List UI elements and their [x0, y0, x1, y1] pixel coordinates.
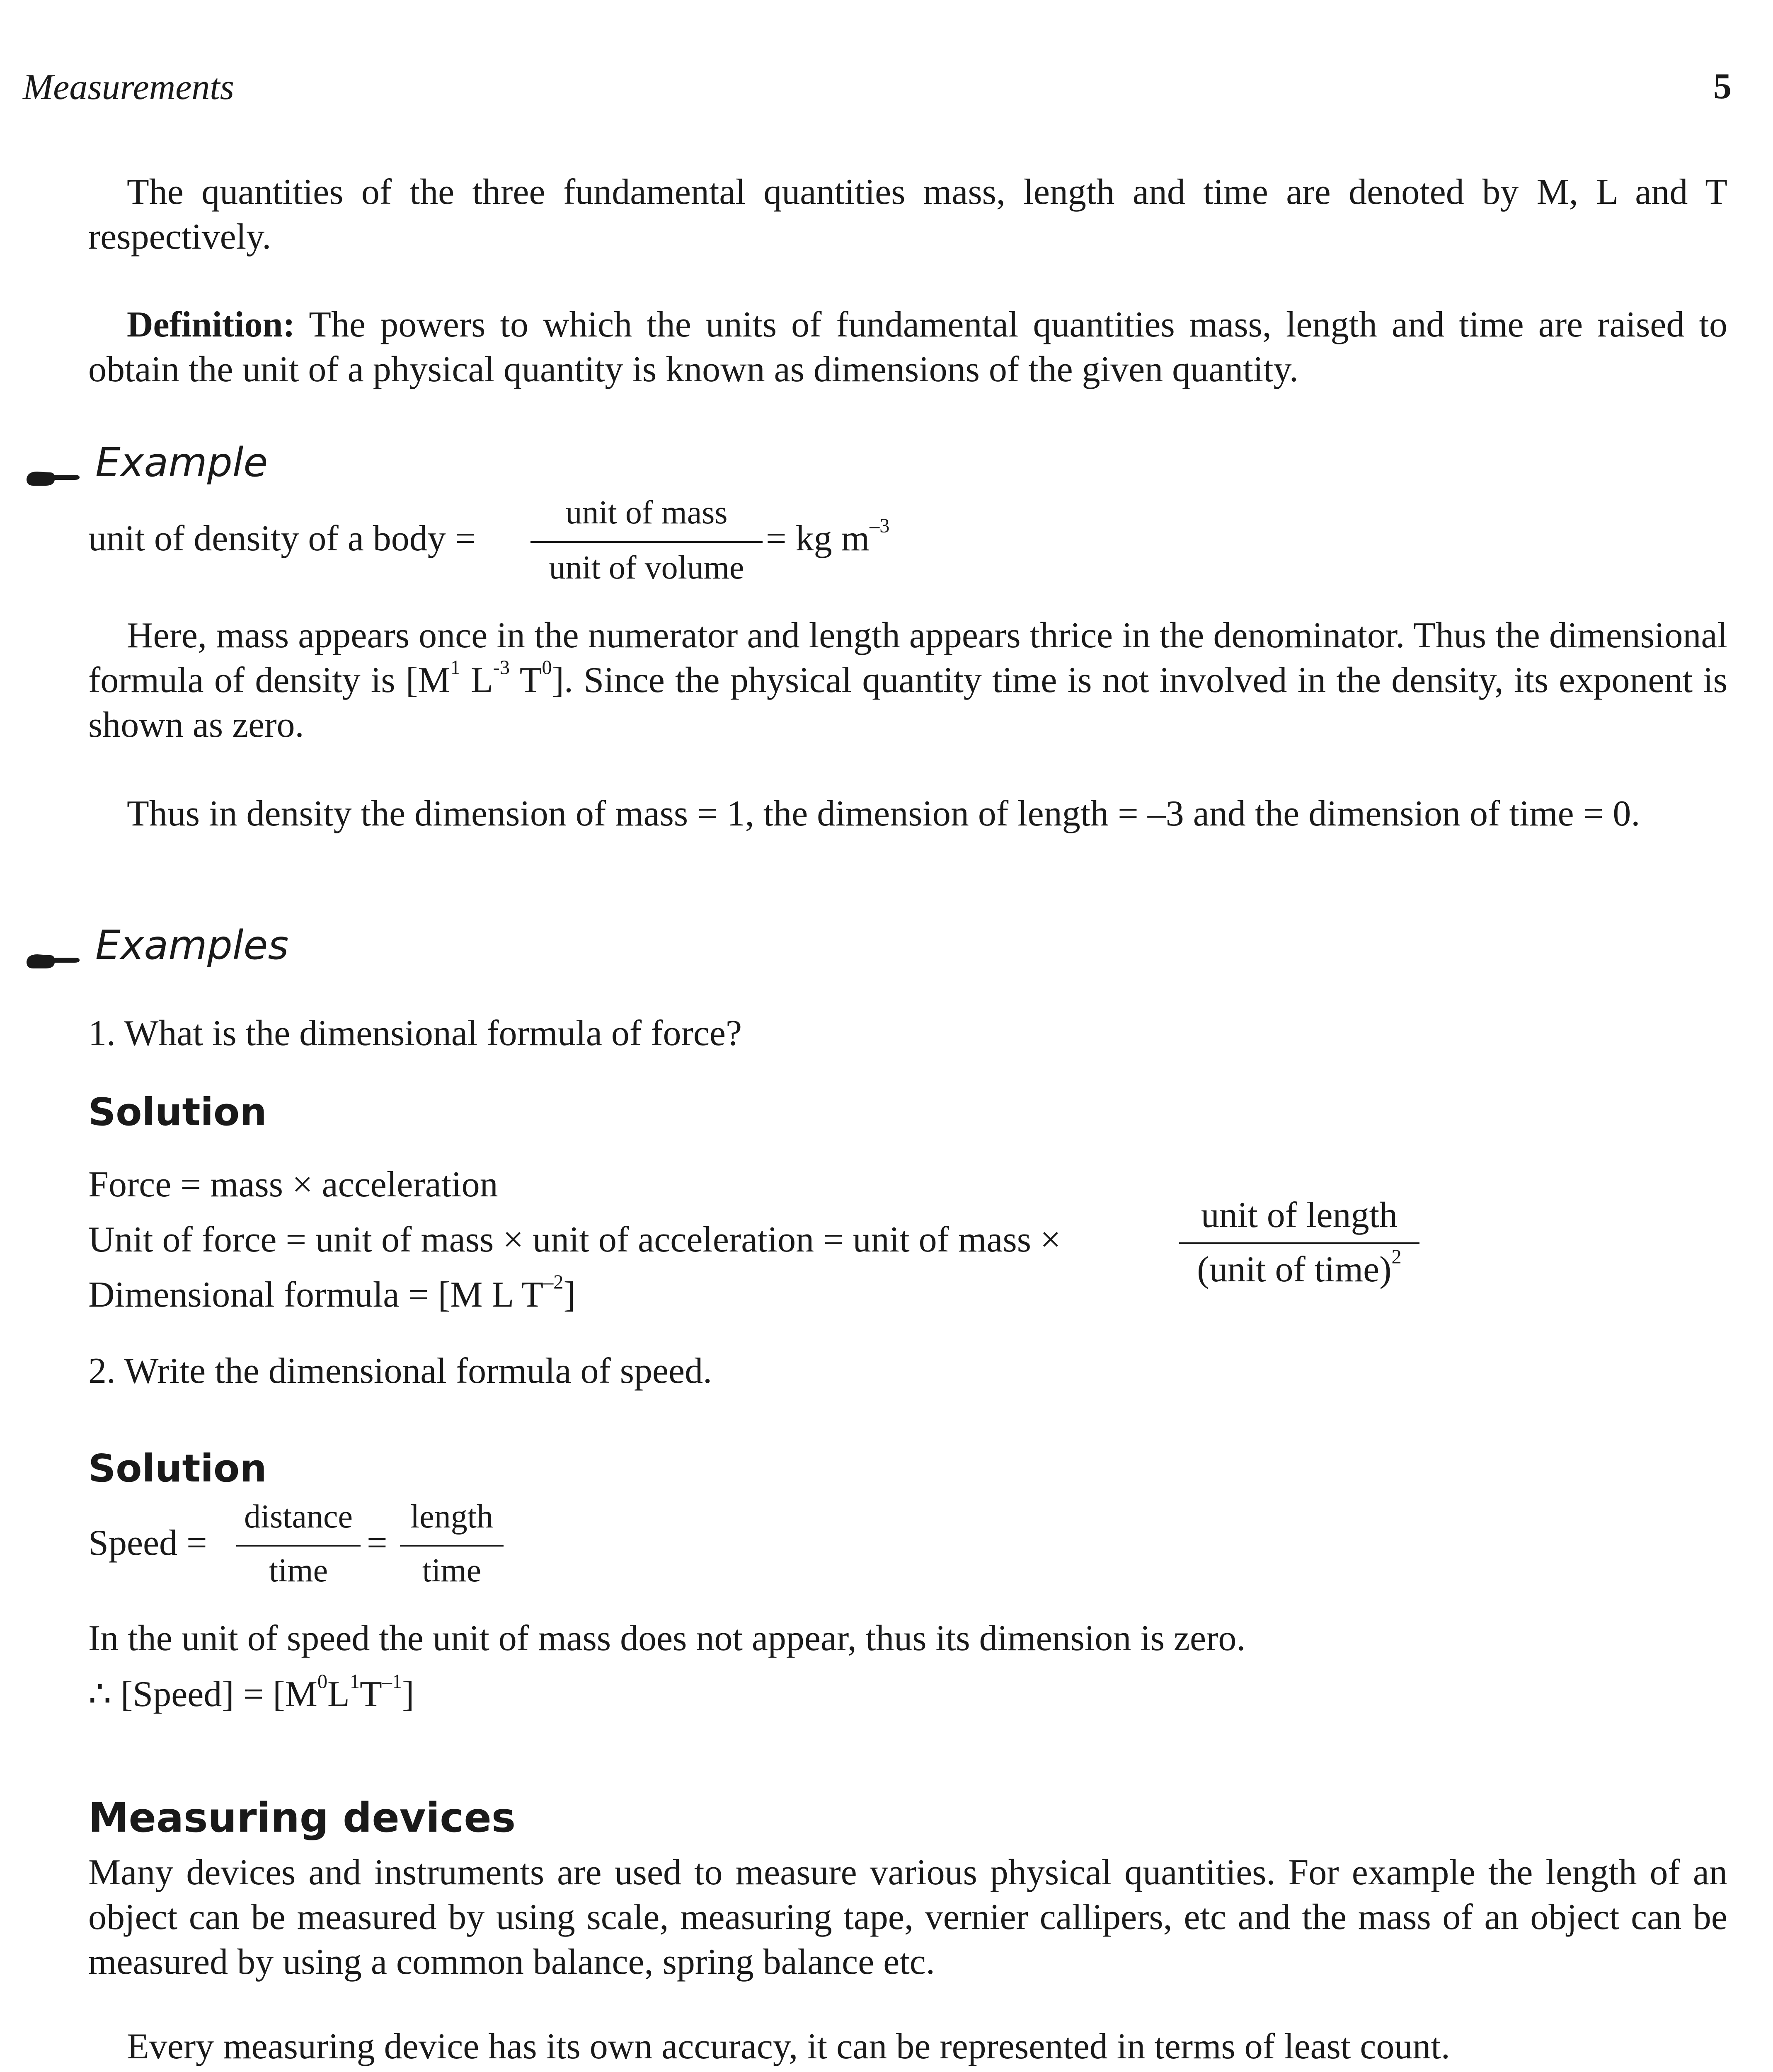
solution-2-heading: Solution [88, 1446, 267, 1491]
time-squared-denominator: (unit of time)$^2$ [1197, 1246, 1402, 1290]
question-1: 1. What is the dimensional formula of force? [88, 1013, 742, 1053]
running-header-title: Measurements [23, 67, 234, 107]
density-rhs: = kg $m^{-3}$ [766, 515, 890, 559]
intro-paragraph [88, 170, 1727, 259]
intro-text: The quantities of the three fundamental quantities mass, length and time are denoted by M, L and T respectively. [88, 172, 1727, 257]
time-denominator-1: time [269, 1552, 328, 1589]
solution-1-heading: Solution [88, 1090, 267, 1134]
distance-numerator: distance [244, 1498, 353, 1535]
question-2: 2. Write the dimensional formula of speed. [88, 1351, 712, 1391]
definition-label: Definition: [127, 305, 295, 345]
length-numerator: unit of length [1201, 1195, 1398, 1235]
density-fraction-bar [530, 541, 763, 543]
pointing-hand-icon [25, 452, 83, 473]
definition-text: The powers to which the units of fundamental quantities mass, length and time are raised to obtain the unit of a physical quantity is known as dimensions of the given quantity. [88, 305, 1727, 390]
speed-fraction-bar-2 [400, 1545, 504, 1547]
force-equation: Force = mass × acceleration [88, 1164, 498, 1205]
speed-dimensional-formula: ∴ [Speed] = $[M^0L^1T^{-1}]$ [88, 1670, 414, 1714]
density-lhs: unit of density of a body = [88, 518, 476, 559]
example-heading-text: Example [95, 439, 268, 486]
definition-paragraph [88, 303, 1727, 392]
density-explanation: Here, mass appears once in the numerator and length appears thrice in the denominator. Thus the dimensional formula of density is [$M^1$ $L^{-3}$ $T^0$]. Since the physical quantity time is not involved in the density, its exponent is shown as zero. [88, 615, 1727, 745]
density-denominator: unit of volume [549, 549, 744, 586]
force-fraction-bar [1179, 1242, 1419, 1244]
accuracy-paragraph: Every measuring device has its own accuracy, it can be represented in terms of least count. [127, 2026, 1450, 2067]
page-number: 5 [1713, 66, 1732, 107]
length-numerator-2: length [410, 1498, 493, 1535]
speed-lhs: Speed = [88, 1523, 207, 1563]
examples-heading [25, 922, 289, 968]
examples-heading-text: Examples [95, 922, 289, 968]
density-numerator: unit of mass [565, 494, 728, 531]
speed-fraction-bar-1 [236, 1545, 361, 1547]
measuring-devices-heading: Measuring devices [88, 1794, 516, 1842]
equals-sign: = [367, 1523, 388, 1563]
unit-of-force-equation: Unit of force = unit of mass × unit of acceleration = unit of mass × [88, 1220, 1061, 1260]
force-dimensional-formula: Dimensional formula = [M L $T^{-2}$] [88, 1271, 576, 1315]
speed-mass-note: In the unit of speed the unit of mass does not appear, thus its dimension is zero. [88, 1618, 1246, 1658]
time-denominator-2: time [422, 1552, 482, 1589]
density-dimensions: Thus in density the dimension of mass = 1, the dimension of length = –3 and the dimension of time = 0. [127, 794, 1640, 834]
pointing-hand-icon [25, 935, 83, 956]
example-heading [25, 439, 268, 486]
measuring-devices-paragraph: Many devices and instruments are used to measure various physical quantities. For example the length of an object can be measured by using scale, measuring tape, vernier callipers, etc and the mass of an object can be measured by using a common balance, spring balance etc. [88, 1852, 1727, 1982]
